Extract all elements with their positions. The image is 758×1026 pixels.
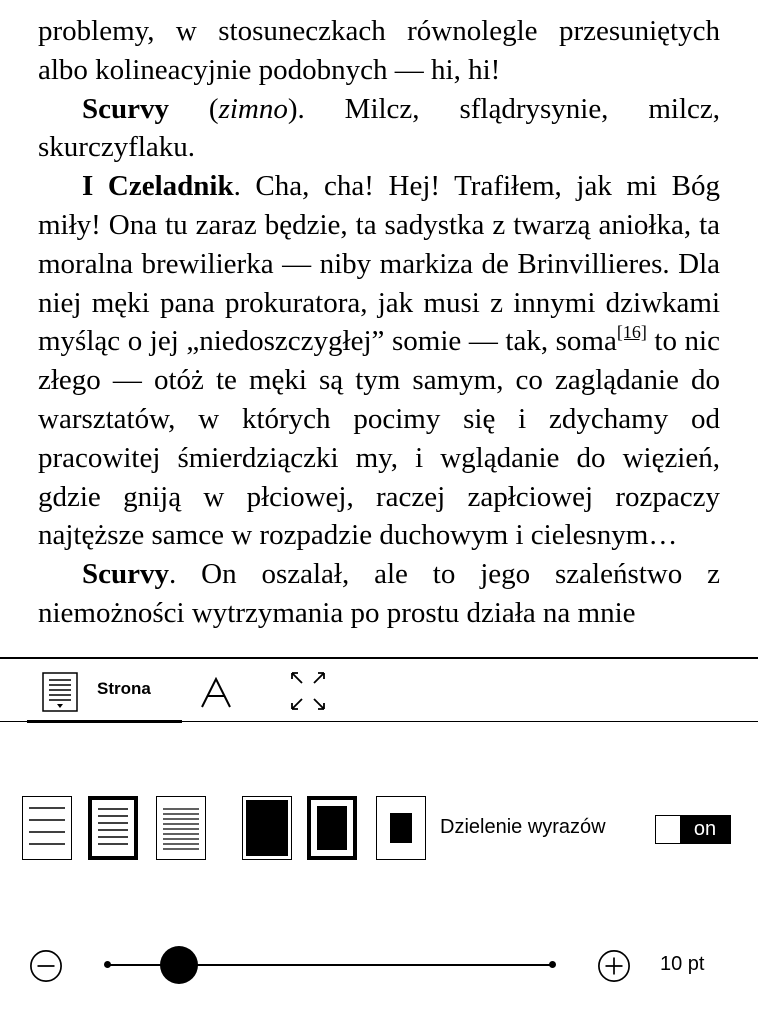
- text-run: to nic złego — otóż te męki są tym samym, co zaglądanie do warsztatów, w których pocimy się i zdychamy od pracowitej śmierdziączki my, i wglądanie do więzień, gdzie gniją w płciowej, raczej zapłciowej rozpaczy najtęższe samce w rozpadzie duchowym i cielesnym…: [38, 325, 720, 552]
- text-run: . On oszalał, ale to jego szaleństwo z niemożności wytrzymania po prostu działa na mnie: [38, 558, 720, 629]
- speaker-name: Scurvy: [82, 92, 169, 125]
- hyphenation-label: Dzielenie wyrazów: [440, 816, 606, 838]
- text-run: problemy, w stosuneczkach równolegle przesuniętych albo kolineacyjnie podobnych — hi, hi!: [38, 15, 720, 86]
- margin-medium-option[interactable]: [307, 796, 357, 860]
- book-text[interactable]: [38, 12, 720, 657]
- text-run: . Cha, cha! Hej! Trafiłem, jak mi Bóg miły! Ona tu zaraz będzie, ta sadystka z twarzą aniołka, ta moralna brewilierka — niby markiza de Brinvillieres. Dla niej męki pana prokuratora, jak musi z innymi dziwkami myśląc o jej „niedoszczygłej” somie — tak, soma: [38, 170, 720, 358]
- tab-page[interactable]: [27, 659, 182, 723]
- margin-medium-icon: [317, 806, 347, 850]
- text-run: (: [169, 92, 219, 125]
- book-paragraph: [38, 90, 720, 168]
- footnote-link[interactable]: [16]: [616, 322, 647, 343]
- tab-margins[interactable]: [286, 659, 330, 721]
- speaker-name: Scurvy: [82, 558, 169, 591]
- minus-circle-icon[interactable]: [29, 949, 63, 983]
- reading-settings-panel: [0, 657, 758, 1026]
- plus-circle-icon[interactable]: [597, 949, 631, 983]
- margin-small-option[interactable]: [242, 796, 292, 860]
- toggle-state: on: [680, 816, 730, 843]
- book-paragraph: [38, 167, 720, 555]
- hyphenation-toggle[interactable]: [655, 815, 731, 844]
- book-paragraph: [38, 555, 720, 633]
- line-spacing-medium-icon: [92, 800, 134, 856]
- slider-end-dot: [549, 961, 556, 968]
- fullscreen-icon: [289, 670, 327, 712]
- settings-tabbar: [0, 659, 758, 722]
- line-spacing-wide-option[interactable]: [22, 796, 72, 860]
- margin-small-icon: [246, 800, 288, 856]
- line-spacing-narrow-icon: [157, 797, 205, 859]
- stage-direction: zimno: [218, 92, 288, 125]
- toggle-off-area: [656, 816, 680, 843]
- slider-start-dot: [104, 961, 111, 968]
- font-icon: [200, 677, 232, 709]
- text-run: ). Milcz, sflądrysynie, milcz, skurczyflaku.: [38, 92, 720, 164]
- tab-font[interactable]: [196, 659, 236, 721]
- font-size-slider-thumb[interactable]: [160, 946, 198, 984]
- page-layout-icon: [42, 672, 78, 712]
- line-spacing-narrow-option[interactable]: [156, 796, 206, 860]
- speaker-name: I Czeladnik: [82, 170, 234, 203]
- line-spacing-medium-option[interactable]: [88, 796, 138, 860]
- line-spacing-wide-icon: [23, 797, 71, 859]
- margin-large-icon: [390, 813, 412, 843]
- font-size-value: 10 pt: [660, 953, 705, 975]
- tab-page-label: Strona: [97, 679, 151, 698]
- margin-large-option[interactable]: [376, 796, 426, 860]
- book-paragraph: [38, 12, 720, 90]
